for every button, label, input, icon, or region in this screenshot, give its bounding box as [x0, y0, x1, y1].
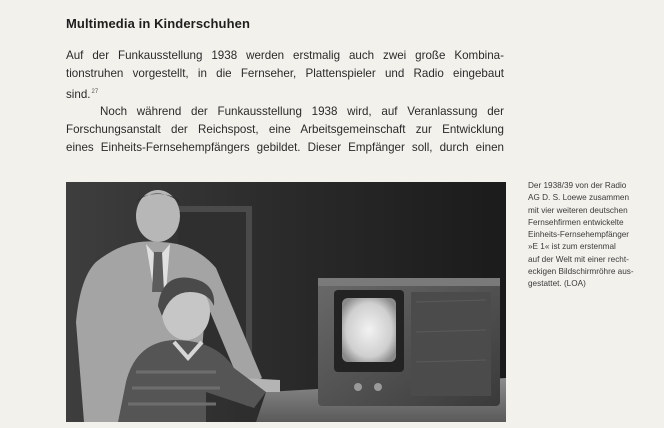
paragraph-line: Auf der Funkausstellung 1938 werden erstmalig auch zwei große Kombina- — [66, 49, 504, 62]
caption-line: Einheits-Fernsehempfänger — [528, 230, 630, 240]
paragraph-line — [66, 84, 504, 103]
caption-line: eckigen Bildschirmröhre aus- — [528, 267, 634, 277]
caption-line: Fernsehfirmen entwickelte — [528, 217, 624, 227]
caption-line: AG D. S. Loewe zusammen — [528, 193, 630, 203]
paragraph-line: Forschungsanstalt der Reichspost, eine Arbeitsgemeinschaft zur Entwicklung — [66, 123, 504, 136]
caption-line: auf der Welt mit einer recht- — [528, 254, 629, 264]
photo-illustration — [66, 182, 506, 422]
caption-line: »E 1« ist zum erstenmal — [528, 242, 616, 252]
section-heading: Multimedia in Kinderschuhen — [66, 16, 250, 31]
paragraph-line-text: sind. — [66, 87, 91, 101]
historic-photo — [66, 182, 506, 422]
caption-line: gestattet. (LOA) — [528, 279, 586, 289]
paragraph-line: tionstruhen vorgestellt, in die Fernseher, Plattenspieler und Radio eingebaut — [66, 67, 504, 80]
footnote-marker: 27 — [91, 89, 99, 95]
paragraph-line: Noch während der Funkausstellung 1938 wird, auf Veranlassung der — [100, 105, 504, 118]
paragraph-line: eines Einheits-Fernsehempfängers gebildet. Dieser Empfänger soll, durch einen — [66, 141, 504, 154]
caption-line: mit vier weiteren deutschen — [528, 205, 628, 215]
photo-caption — [528, 180, 656, 291]
caption-line: Der 1938/39 von der Radio — [528, 181, 627, 190]
